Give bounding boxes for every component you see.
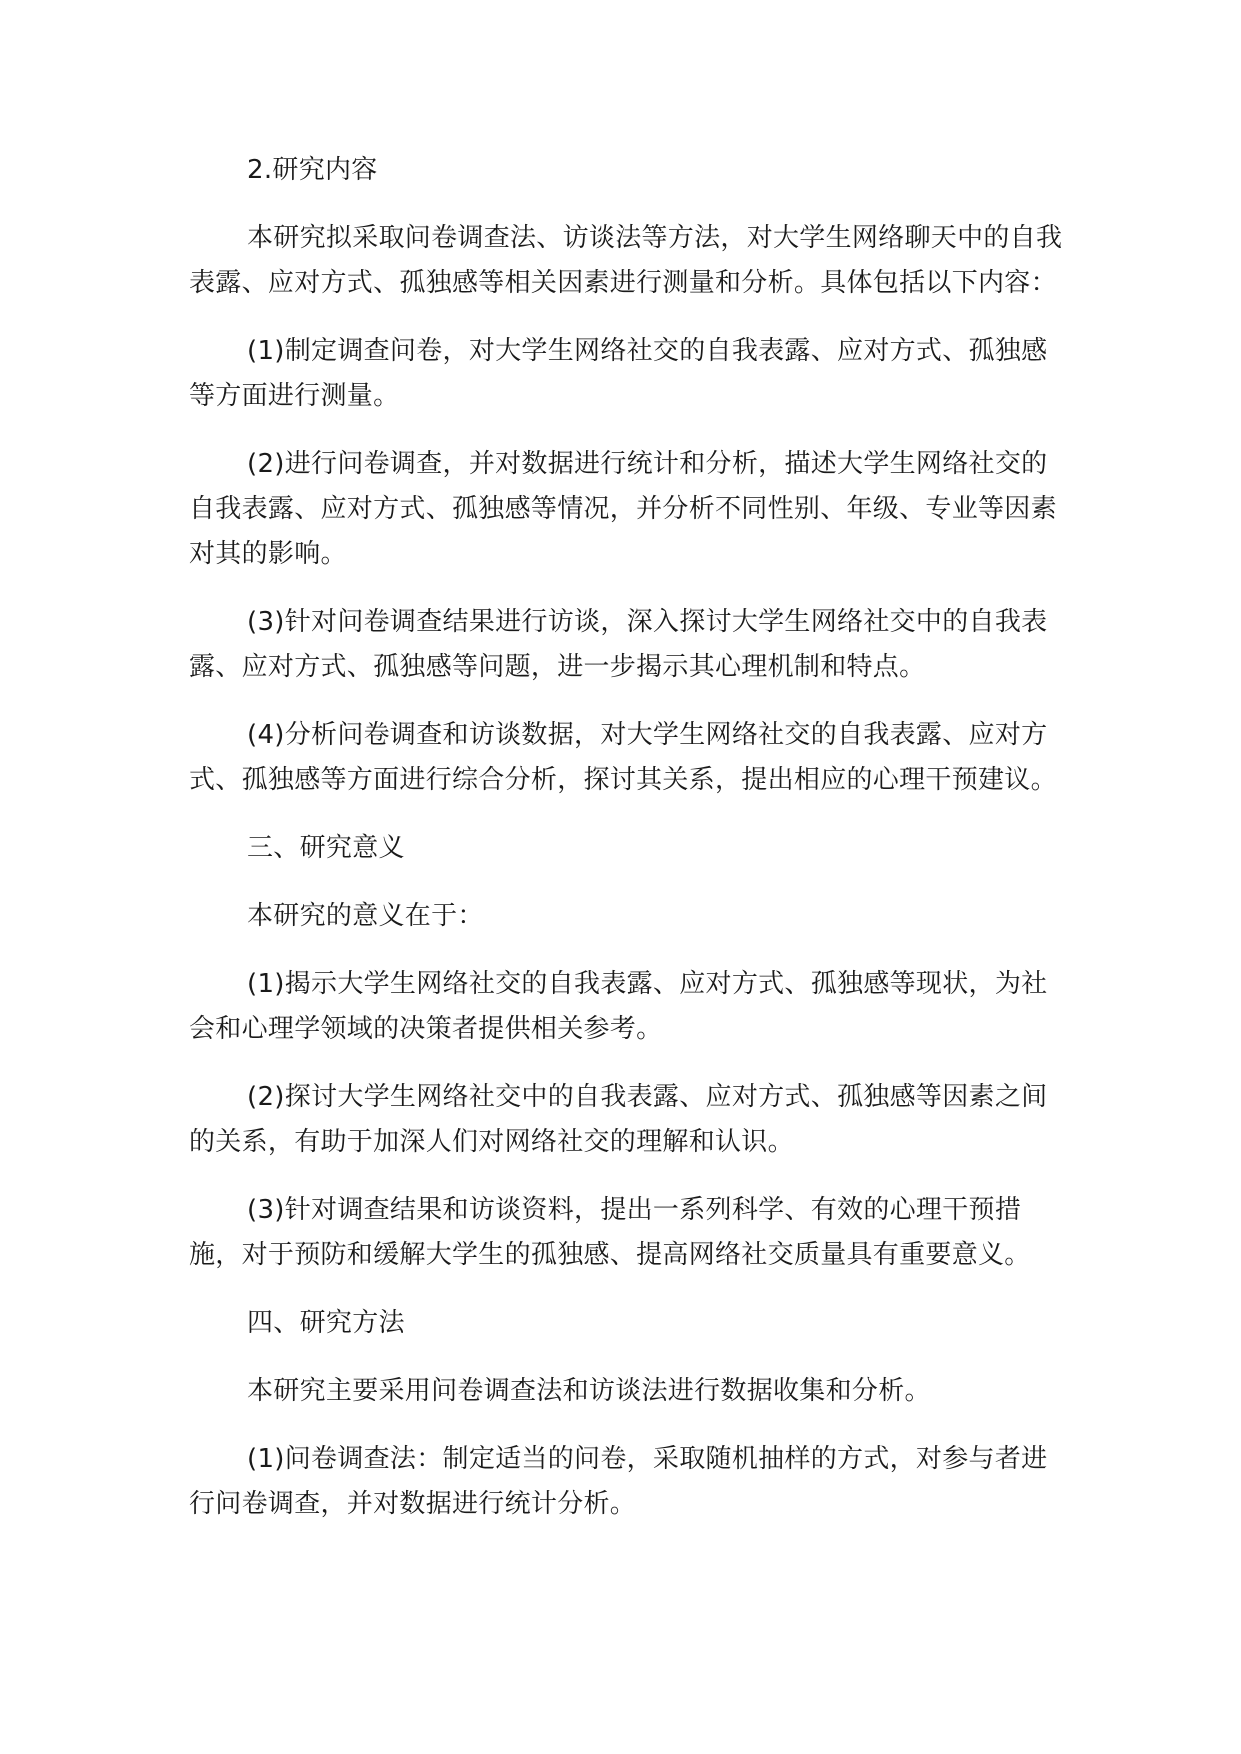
list-item-content-3: (3)针对问卷调查结果进行访谈，深入探讨大学生网络社交中的自我表露、应对方式、孤独感等问题，进一步揭示其心理机制和特点。 (189, 607, 1048, 682)
list-item-content-1: (1)制定调查问卷，对大学生网络社交的自我表露、应对方式、孤独感等方面进行测量。 (189, 336, 1048, 411)
paragraph-significance-intro: 本研究的意义在于： (247, 901, 484, 931)
list-item-content-2: (2)进行问卷调查，并对数据进行统计和分析，描述大学生网络社交的自我表露、应对方式、孤独感等情况，并分析不同性别、年级、专业等因素对其的影响。 (189, 449, 1057, 569)
list-item-methods-1: (1)问卷调查法：制定适当的问卷，采取随机抽样的方式，对参与者进行问卷调查，并对数据进行统计分析。 (189, 1444, 1048, 1519)
document-body (189, 148, 1069, 1550)
list-item-significance-1: (1)揭示大学生网络社交的自我表露、应对方式、孤独感等现状，为社会和心理学领域的决策者提供相关参考。 (189, 969, 1048, 1044)
list-item-significance-3: (3)针对调查结果和访谈资料，提出一系列科学、有效的心理干预措施，对于预防和缓解大学生的孤独感、提高网络社交质量具有重要意义。 (189, 1195, 1031, 1270)
list-item-significance-2: (2)探讨大学生网络社交中的自我表露、应对方式、孤独感等因素之间的关系，有助于加深人们对网络社交的理解和认识。 (189, 1082, 1048, 1157)
list-item-content-4: (4)分析问卷调查和访谈数据，对大学生网络社交的自我表露、应对方式、孤独感等方面进行综合分析，探讨其关系，提出相应的心理干预建议。 (189, 720, 1057, 795)
section-heading-methods: 四、研究方法 (247, 1308, 405, 1338)
paragraph-methods-intro: 本研究主要采用问卷调查法和访谈法进行数据收集和分析。 (247, 1376, 931, 1406)
section-heading-significance: 三、研究意义 (247, 833, 405, 863)
section-heading-research-content: 2.研究内容 (247, 155, 378, 185)
paragraph-research-overview: 本研究拟采取问卷调查法、访谈法等方法，对大学生网络聊天中的自我表露、应对方式、孤独感等相关因素进行测量和分析。具体包括以下内容： (189, 223, 1063, 298)
